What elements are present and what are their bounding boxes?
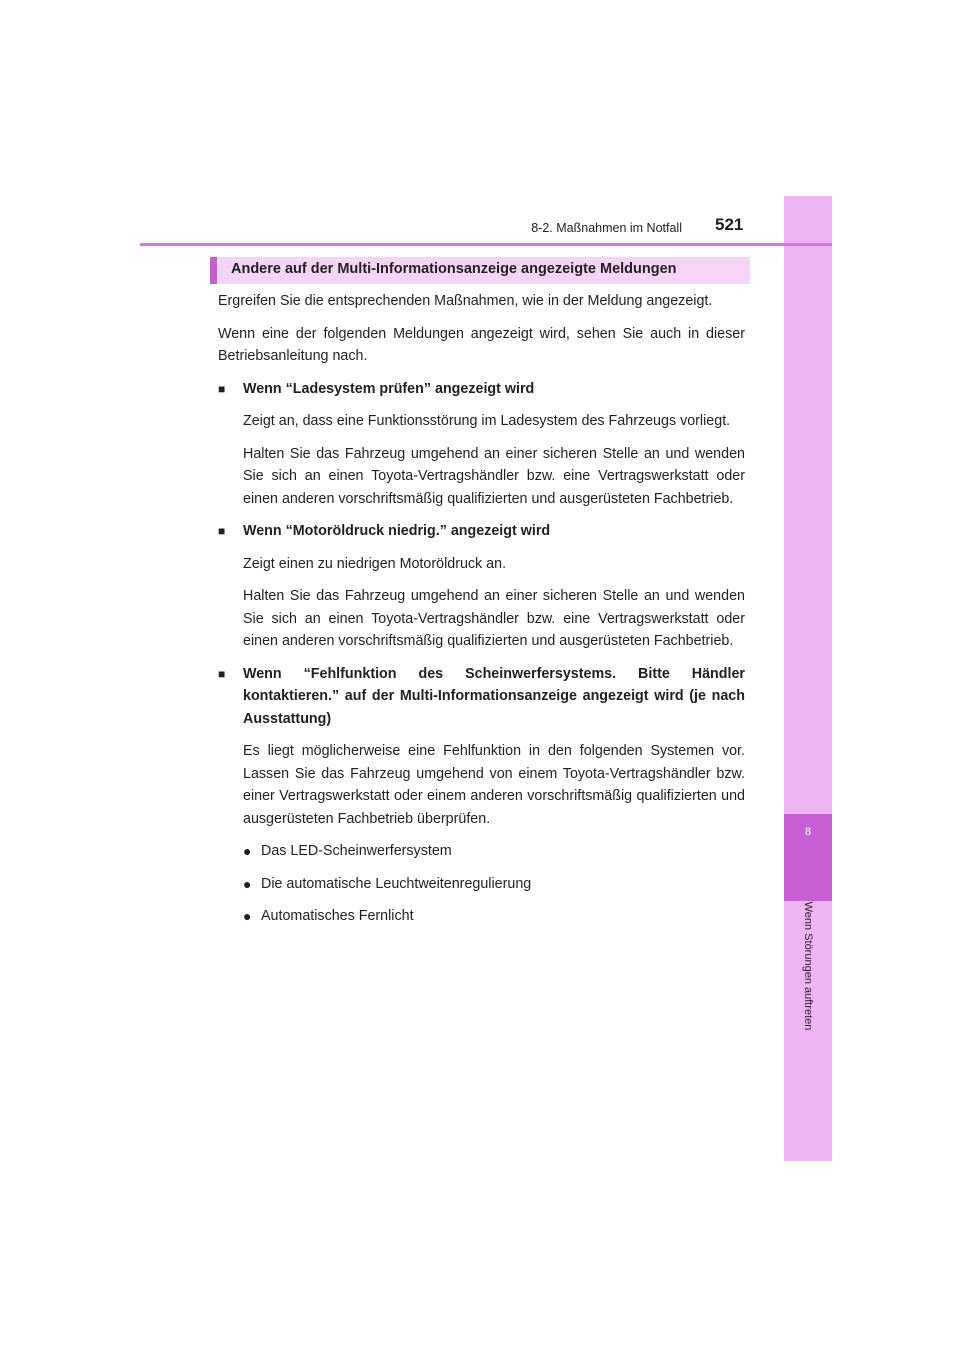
body-paragraph: Zeigt an, dass eine Funktionsstörung im Ladesystem des Fahrzeugs vorliegt. (243, 413, 731, 429)
subsection-heading (218, 663, 745, 731)
intro-paragraph: Wenn eine der folgenden Meldungen angezeigt wird, sehen Sie auch in dieser Betriebsanleitung nach. (218, 325, 745, 364)
intro-paragraph: Ergreifen Sie die entsprechenden Maßnahmen, wie in der Meldung angezeigt. (218, 293, 713, 309)
page-number: 521 (715, 215, 744, 234)
round-bullet-icon: ● (243, 908, 252, 924)
square-bullet-icon: ■ (218, 524, 226, 538)
list-item (243, 905, 745, 928)
subsection-heading (218, 520, 745, 543)
chapter-number: 8 (804, 826, 812, 838)
header-divider (140, 243, 832, 246)
subsection-heading-text: Wenn “Fehlfunktion des Scheinwerfersystems. Bitte Händler kontaktieren.” auf der Multi-Informationsanzeige angezeigt wird (je nach Ausstattung) (243, 665, 745, 727)
list-item-text: Die automatische Leuchtweitenregulierung (261, 875, 532, 892)
content-body (218, 290, 745, 938)
body-paragraph: Es liegt möglicherweise eine Fehlfunktion in den folgenden Systemen vor. Lassen Sie das Fahrzeug umgehend von einem Toyota-Vertragshändler bzw. einer Vertragswerkstatt oder einem anderen vorschriftsmäßig qualifizierten und ausgerüsteten Fachbetrieb überprüfen. (243, 743, 745, 827)
round-bullet-icon: ● (243, 843, 252, 859)
square-bullet-icon: ■ (218, 381, 226, 396)
body-paragraph: Halten Sie das Fahrzeug umgehend an einer sicheren Stelle an und wenden Sie sich an einen Toyota-Vertragshändler bzw. eine Vertragswerkstatt oder einen anderen vorschriftsmäßig qualifizierten und ausgerüsteten Fachbetrieb. (243, 445, 745, 507)
subsection-heading-text: Wenn “Motoröldruck niedrig.” angezeigt wird (243, 523, 551, 539)
body-paragraph: Zeigt einen zu niedrigen Motoröldruck an. (243, 555, 507, 572)
list-item-text: Das LED-Scheinwerfersystem (261, 843, 452, 859)
chapter-label: Wenn Störungen auftreten (802, 901, 814, 1031)
section-heading-box (210, 257, 750, 284)
round-bullet-icon: ● (243, 875, 252, 892)
header-section-title: 8-2. Maßnahmen im Notfall (531, 221, 682, 235)
section-heading: Andere auf der Multi-Informationsanzeige angezeigte Meldungen (231, 261, 677, 277)
list-item-text: Automatisches Fernlicht (261, 908, 414, 924)
subsection-heading-text: Wenn “Ladesystem prüfen” angezeigt wird (243, 380, 535, 397)
square-bullet-icon: ■ (218, 666, 226, 681)
list-item (243, 873, 745, 896)
body-paragraph: Halten Sie das Fahrzeug umgehend an einer sicheren Stelle an und wenden Sie sich an einen Toyota-Vertragshändler bzw. eine Vertragswerkstatt oder einen anderen vorschriftsmäßig qualifizierten und ausgerüsteten Fachbetrieb. (243, 588, 745, 649)
list-item (243, 840, 745, 863)
subsection-heading (218, 378, 745, 401)
